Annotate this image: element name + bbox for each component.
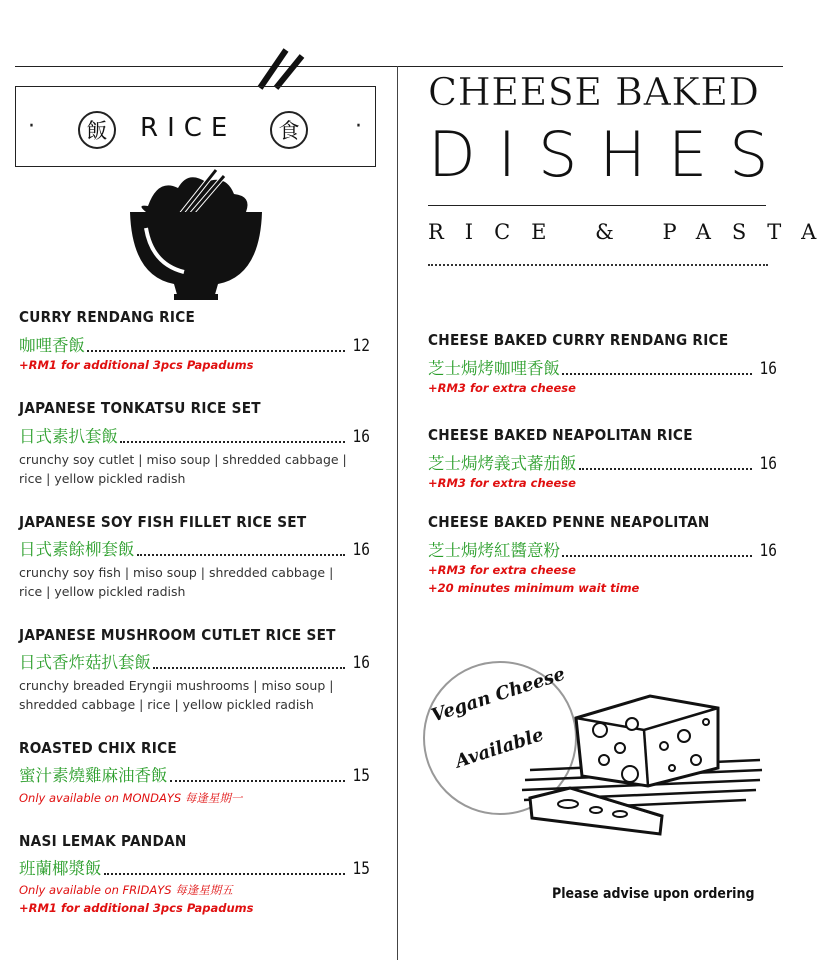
section-title-line1: CHEESE BAKED bbox=[428, 70, 760, 114]
food-seal-icon: 食 bbox=[270, 111, 308, 149]
menu-item-note: Only available on FRIDAYS 每逢星期五 bbox=[19, 883, 233, 897]
dot-leader bbox=[120, 440, 345, 443]
menu-item-note: +20 minutes minimum wait time bbox=[428, 581, 640, 595]
decorative-dot: · bbox=[28, 114, 35, 139]
decorative-dot: · bbox=[355, 114, 362, 139]
vegan-cheese-label: Vegan Cheese bbox=[428, 663, 568, 727]
menu-item-name: JAPANESE TONKATSU RICE SET bbox=[19, 399, 261, 417]
menu-item-chinese: 芝士焗烤咖哩香飯 bbox=[428, 359, 560, 378]
menu-item-description: crunchy breaded Eryngii mushrooms | miso soup | bbox=[19, 678, 334, 693]
menu-item-price: 15 bbox=[352, 859, 370, 879]
dot-leader bbox=[562, 372, 752, 375]
dotted-divider bbox=[428, 264, 768, 266]
menu-item-chinese: 芝士焗烤紅醬意粉 bbox=[428, 541, 560, 560]
chopsticks-icon bbox=[250, 48, 310, 90]
menu-item-description: crunchy soy cutlet | miso soup | shredded cabbage | bbox=[19, 452, 347, 467]
menu-item-row bbox=[428, 537, 778, 561]
menu-item-row bbox=[19, 762, 371, 786]
menu-item-price: 16 bbox=[352, 653, 370, 673]
dot-leader bbox=[104, 872, 345, 875]
menu-item-row bbox=[428, 355, 778, 379]
menu-item-note: +RM1 for additional 3pcs Papadums bbox=[19, 358, 254, 372]
top-rule bbox=[15, 66, 783, 67]
category-title: RICE bbox=[140, 113, 237, 143]
menu-item-chinese: 日式素餘柳套飯 bbox=[19, 540, 135, 559]
menu-item-name: ROASTED CHIX RICE bbox=[19, 739, 177, 757]
section-rule bbox=[428, 205, 766, 206]
menu-item-row bbox=[19, 332, 371, 356]
menu-item-chinese: 蜜汁素燒雞麻油香飯 bbox=[19, 766, 168, 785]
dot-leader bbox=[562, 554, 752, 557]
menu-item-row bbox=[19, 855, 371, 879]
menu-item-note: +RM3 for extra cheese bbox=[428, 476, 576, 490]
menu-item-row bbox=[19, 536, 371, 560]
menu-item-name: CURRY RENDANG RICE bbox=[19, 308, 196, 326]
vegan-available-label: Available bbox=[452, 724, 547, 773]
rice-seal-icon: 飯 bbox=[78, 111, 116, 149]
menu-item-description: rice | yellow pickled radish bbox=[19, 584, 186, 599]
menu-item-chinese: 芝士焗烤義式蕃茄飯 bbox=[428, 454, 577, 473]
section-title-line2: DISHES bbox=[428, 118, 791, 191]
rice-bowl-icon bbox=[128, 166, 264, 306]
dot-leader bbox=[153, 666, 345, 669]
dot-leader bbox=[137, 553, 345, 556]
menu-item-price: 16 bbox=[759, 454, 777, 474]
menu-item-chinese: 咖哩香飯 bbox=[19, 336, 85, 355]
menu-item-note: +RM3 for extra cheese bbox=[428, 381, 576, 395]
menu-item-chinese: 班蘭椰漿飯 bbox=[19, 859, 102, 878]
menu-item-price: 16 bbox=[352, 540, 370, 560]
column-divider bbox=[397, 66, 398, 960]
advise-note: Please advise upon ordering bbox=[552, 886, 755, 902]
menu-item-price: 15 bbox=[352, 766, 370, 786]
menu-item-price: 16 bbox=[759, 359, 777, 379]
menu-item-description: crunchy soy fish | miso soup | shredded cabbage | bbox=[19, 565, 334, 580]
section-subtitle: RICE & PASTA bbox=[428, 220, 837, 244]
menu-item-price: 16 bbox=[352, 427, 370, 447]
menu-item-price: 12 bbox=[352, 336, 370, 356]
menu-item-price: 16 bbox=[759, 541, 777, 561]
menu-item-name: JAPANESE MUSHROOM CUTLET RICE SET bbox=[19, 626, 336, 644]
menu-item-name: JAPANESE SOY FISH FILLET RICE SET bbox=[19, 513, 307, 531]
menu-item-name: CHEESE BAKED PENNE NEAPOLITAN bbox=[428, 513, 710, 531]
menu-item-note: +RM3 for extra cheese bbox=[428, 563, 576, 577]
dot-leader bbox=[170, 779, 345, 782]
menu-item-row bbox=[19, 649, 371, 673]
menu-item-chinese: 日式素扒套飯 bbox=[19, 427, 118, 446]
menu-item-name: CHEESE BAKED NEAPOLITAN RICE bbox=[428, 426, 693, 444]
menu-item-note: +RM1 for additional 3pcs Papadums bbox=[19, 901, 254, 915]
menu-item-row bbox=[428, 450, 778, 474]
dot-leader bbox=[87, 349, 345, 352]
menu-item-row bbox=[19, 423, 371, 447]
menu-item-description: shredded cabbage | rice | yellow pickled radish bbox=[19, 697, 314, 712]
menu-item-name: NASI LEMAK PANDAN bbox=[19, 832, 187, 850]
menu-item-description: rice | yellow pickled radish bbox=[19, 471, 186, 486]
menu-item-note: Only available on MONDAYS 每逢星期一 bbox=[19, 791, 243, 805]
menu-item-chinese: 日式香炸菇扒套飯 bbox=[19, 653, 151, 672]
menu-item-name: CHEESE BAKED CURRY RENDANG RICE bbox=[428, 331, 729, 349]
dot-leader bbox=[579, 467, 752, 470]
